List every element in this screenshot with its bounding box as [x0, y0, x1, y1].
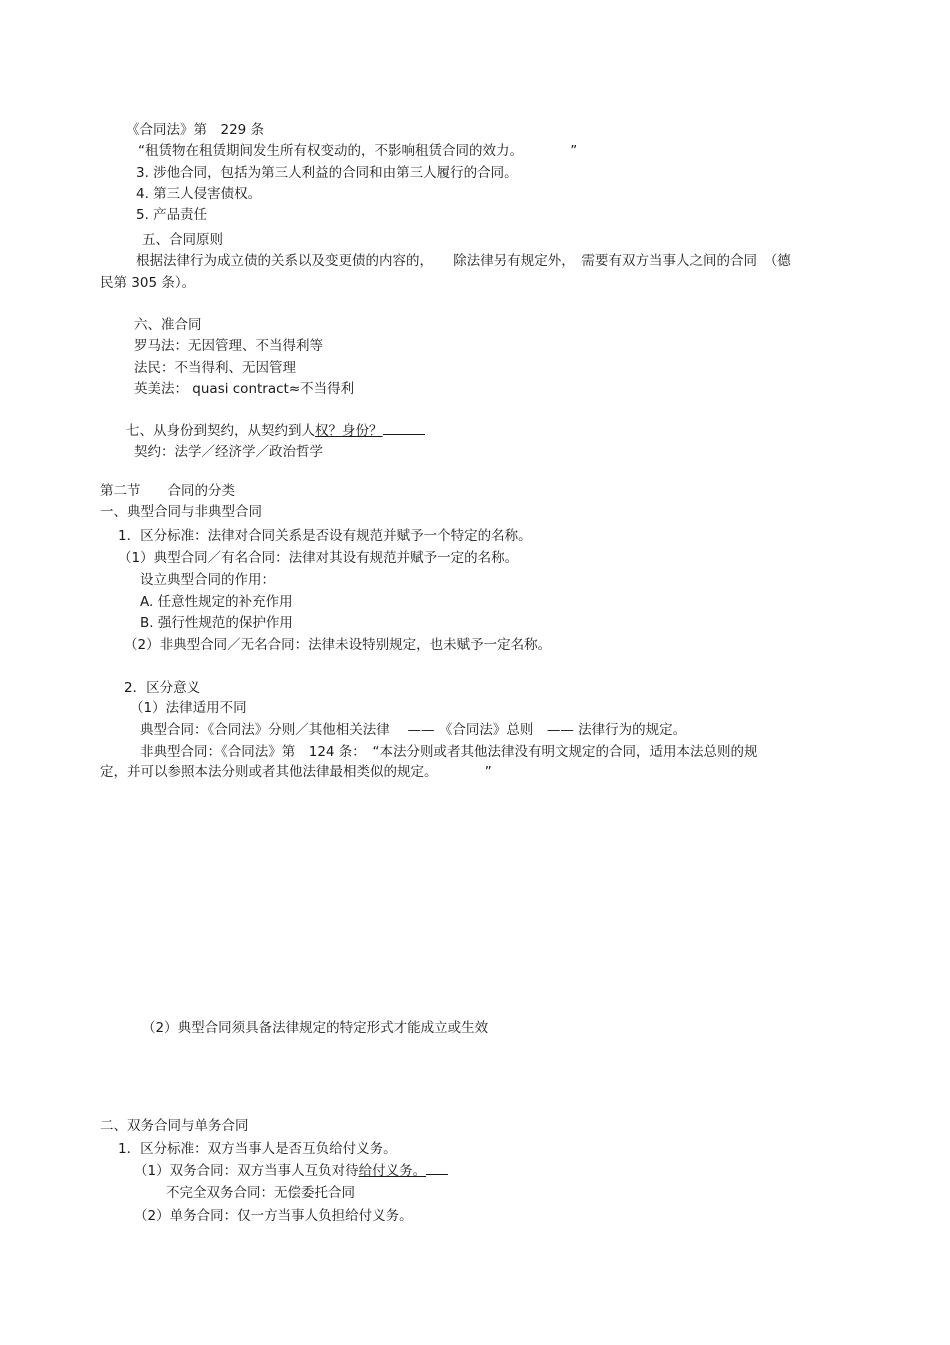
principle-text-line-2: 民第 305 条）。 [100, 275, 196, 291]
function-b: B. 强行性规范的保护作用 [140, 615, 293, 631]
typical-contract-definition: （1）典型合同／有名合同：法律对其设有规范并赋予一定的名称。 [118, 550, 519, 566]
bilateral-contract-underlined: 给付义务。 [358, 1163, 427, 1179]
atypical-contract-law-application-line-2: 定，并可以参照本法分则或者其他法律最相类似的规定。 ” [100, 764, 492, 780]
typical-contract-form-requirement: （2）典型合同须具备法律规定的特定形式才能成立或生效 [142, 1020, 489, 1036]
heading-status-to-contract [126, 422, 425, 440]
principle-text-line-1: 根据法律行为成立债的关系以及变更债的内容的， 除法律另有规定外， 需要有双方当事人之间的合同 （德 [136, 253, 791, 269]
heading-typical-atypical: 一、典型合同与非典型合同 [100, 504, 262, 520]
atypical-contract-law-application-line-1: 非典型合同：《合同法》第 124 条： “本法分则或者其他法律没有明文规定的合同，适用本法总则的规 [140, 744, 758, 760]
heading-quasi-contract: 六、准合同 [134, 317, 202, 333]
section-2-title: 第二节 合同的分类 [100, 483, 235, 499]
article-229-quote: “租赁物在租赁期间发生所有权变动的，不影响租赁合同的效力。 ” [138, 143, 578, 159]
function-a: A. 任意性规定的补充作用 [140, 594, 293, 610]
underline-rule [383, 422, 425, 435]
quasi-contract-roman-law: 罗马法：无因管理、不当得利等 [134, 338, 323, 354]
list-item-5: 5. 产品责任 [136, 207, 208, 223]
atypical-contract-definition: （2）非典型合同／无名合同：法律未设特别规定，也未赋予一定名称。 [124, 637, 552, 653]
incomplete-bilateral-contract: 不完全双务合同：无偿委托合同 [166, 1185, 355, 1201]
bilateral-distinction-criterion: 1．区分标准：双方当事人是否互负给付义务。 [118, 1141, 397, 1157]
heading-status-to-contract-text: 七、从身份到契约，从契约到人 [126, 423, 315, 439]
bilateral-contract-definition [134, 1162, 448, 1180]
quasi-contract-common-law: 英美法： quasi contract≈不当得利 [134, 381, 355, 397]
heading-contract-principle: 五、合同原则 [142, 232, 223, 248]
law-application-different: （1）法律适用不同 [130, 700, 247, 716]
list-item-4: 4. 第三人侵害债权。 [136, 186, 262, 202]
unilateral-contract-definition: （2）单务合同：仅一方当事人负担给付义务。 [134, 1208, 413, 1224]
list-item-3: 3. 涉他合同，包括为第三人利益的合同和由第三人履行的合同。 [136, 165, 518, 181]
heading-status-to-contract-underlined: 权？身份？ [315, 423, 383, 439]
distinction-criterion: 1．区分标准：法律对合同关系是否设有规范并赋予一个特定的名称。 [118, 528, 532, 544]
heading-bilateral-unilateral: 二、双务合同与单务合同 [100, 1118, 249, 1134]
typical-contract-function-label: 设立典型合同的作用： [140, 572, 275, 588]
bilateral-contract-text: （1）双务合同：双方当事人互负对待 [134, 1163, 359, 1179]
quasi-contract-civil-law: 法民：不当得利、无因管理 [134, 360, 296, 376]
typical-contract-law-application: 典型合同：《合同法》分则／其他相关法律 —— 《合同法》总则 —— 法律行为的规定。 [140, 722, 687, 738]
contract-disciplines: 契约：法学／经济学／政治哲学 [134, 444, 323, 460]
heading-distinction-meaning: 2．区分意义 [124, 680, 201, 696]
article-229-reference: 《合同法》第 229 条 [126, 122, 265, 138]
underline-rule [426, 1162, 448, 1175]
